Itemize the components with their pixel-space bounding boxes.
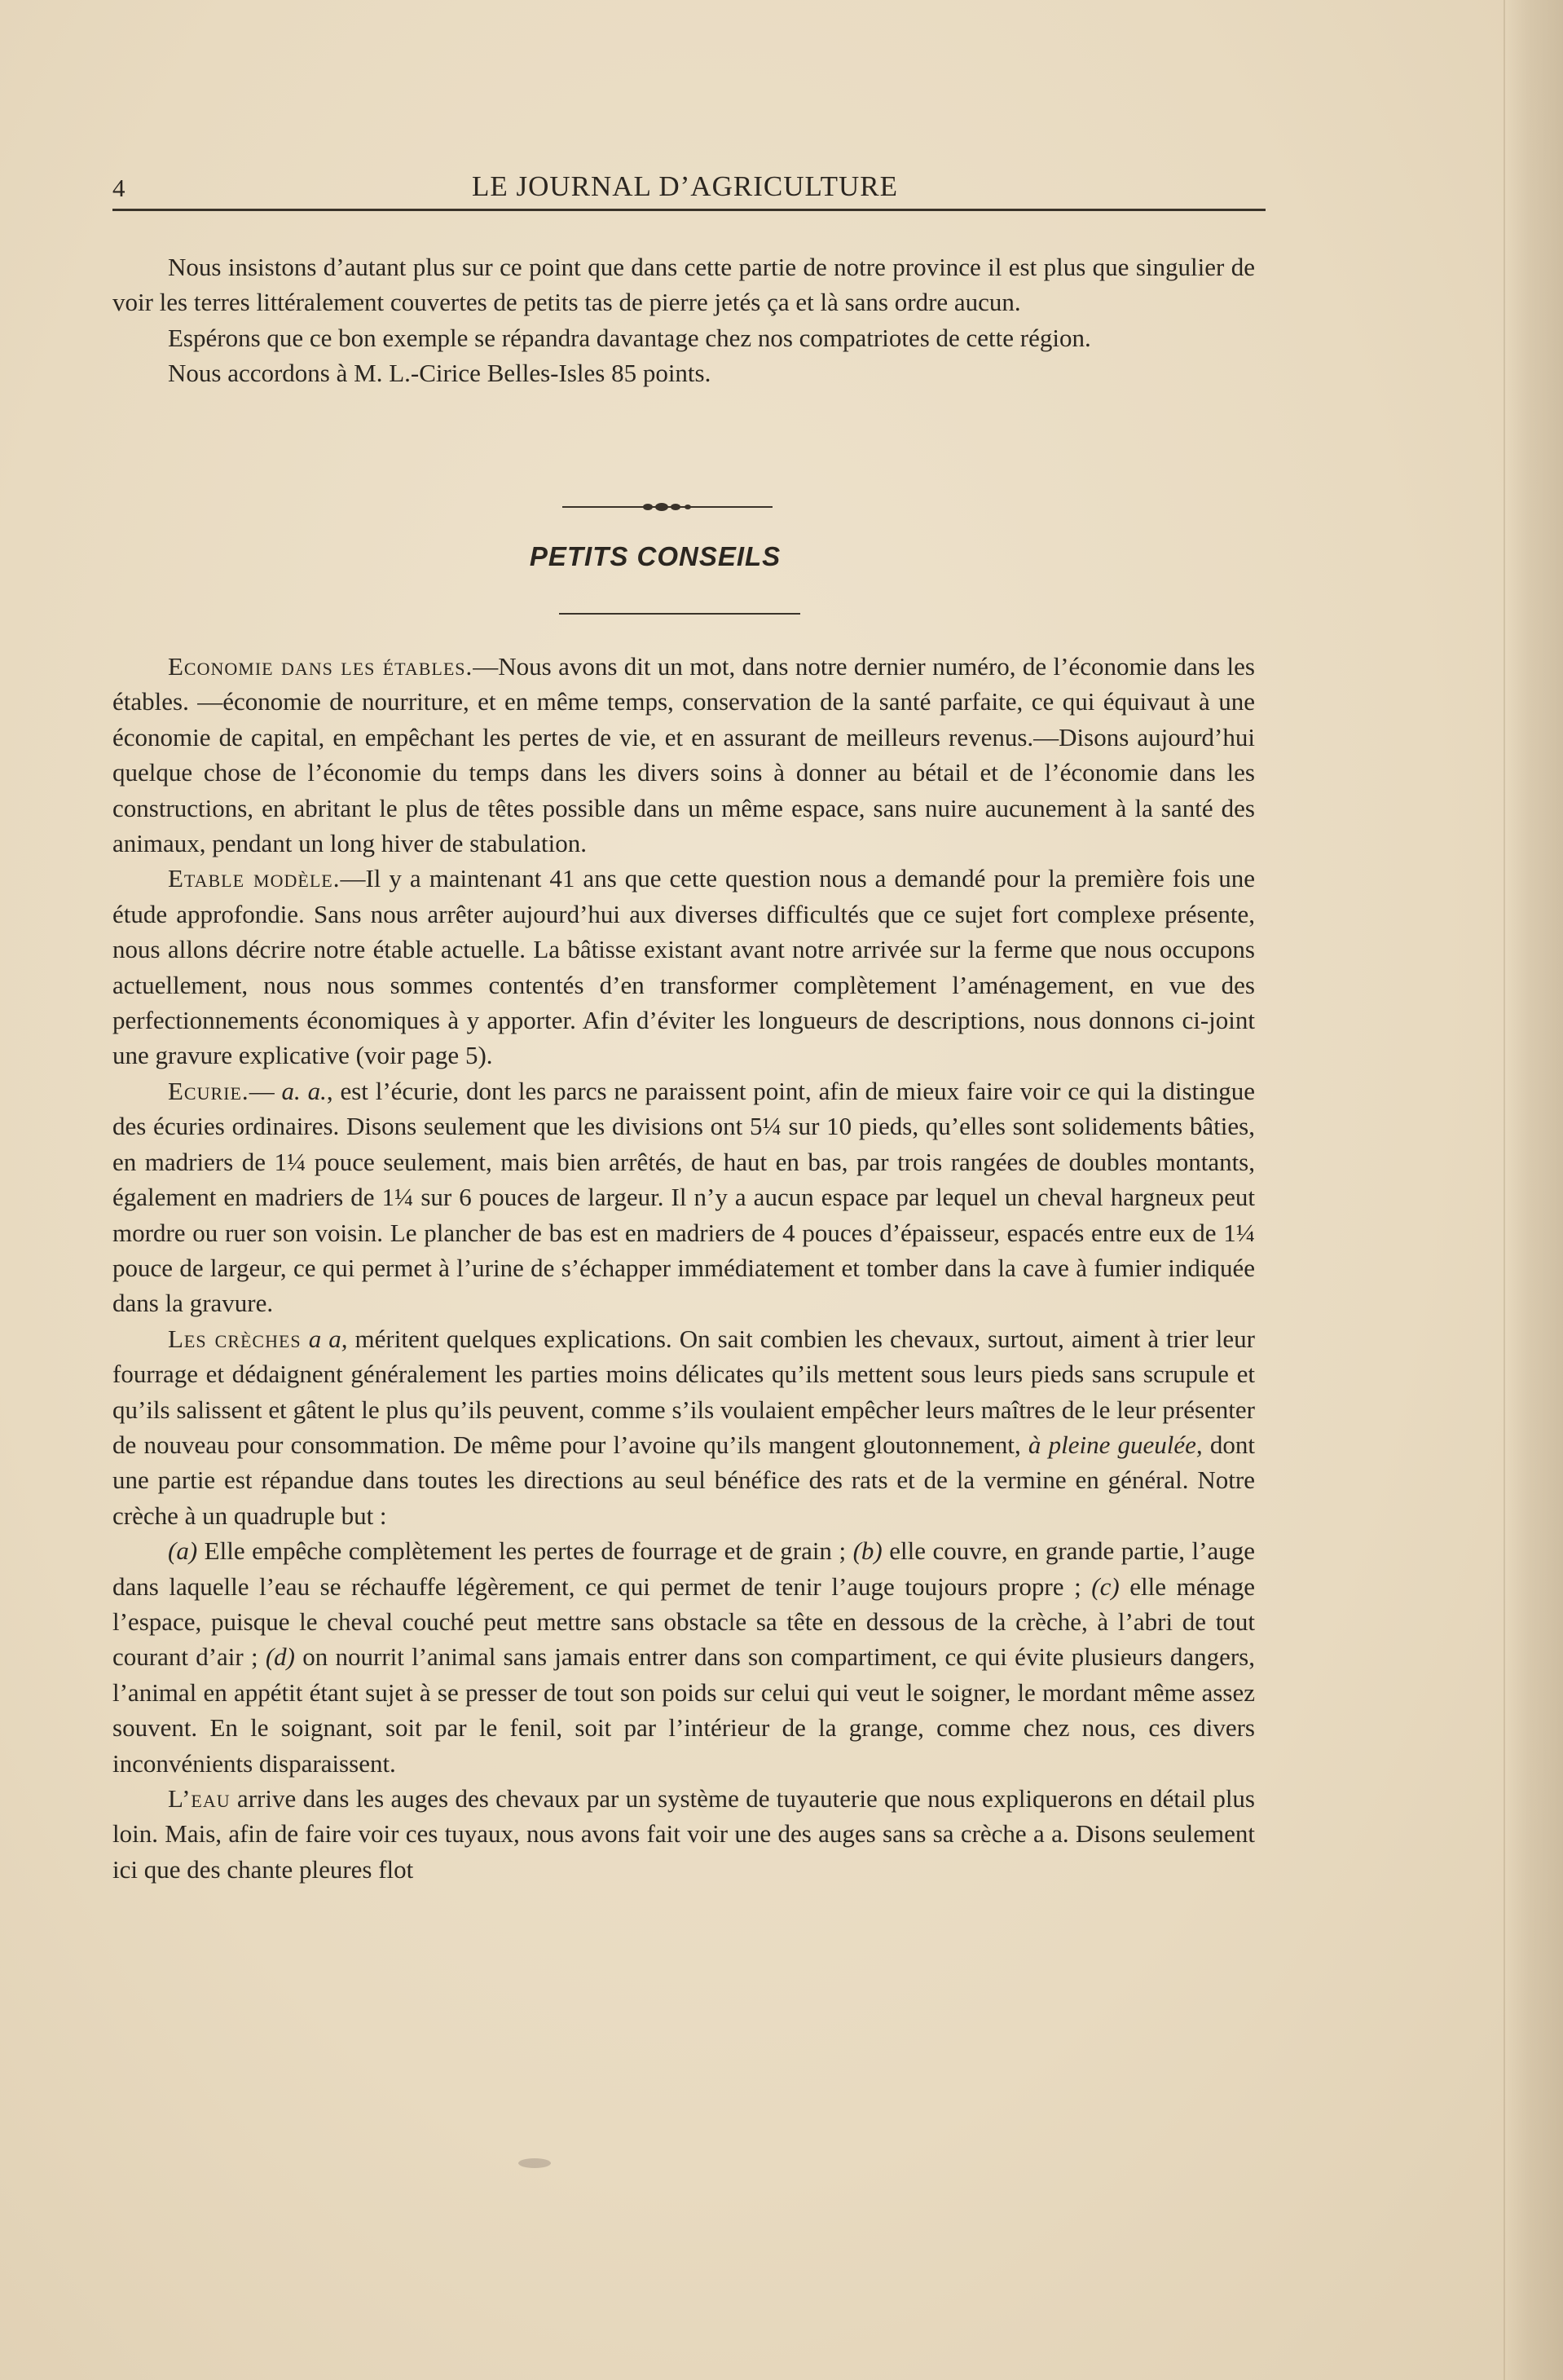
text-creches-1: méritent quelques explications. On sait combien les chevaux, surtout, aiment à trier leur fourrage et dédaignent généralement les parties moins délicates qu’ils mettent sous leurs pieds sans scrupule et qu’ils salissent et gâtent le plus qu’ils peuvent, comme s’ils voulaient empêcher leurs maîtres de le leur présenter de nouveau pour consommation. De même pour l’avoine qu’ils mangent gloutonnement, [112,1324,1256,1459]
text-ecurie: , est l’écurie, dont les parcs ne paraissent point, afin de mieux faire voir ce qui la distingue des écuries ordinaires. Disons seulement que les divisions ont 5¼ sur 10 pieds, qu’elles sont solidements bâties, en madriers de 1¼ pouce seulement, mais bien arrêtés, de haut en bas, par trois rangées de doubles montants, également en madriers de 1¼ sur 6 pouces de largeur. Il n’y a aucun espace par lequel un cheval hargneux peut mordre ou ruer son voisin. Le plancher de bas est en madriers de 4 pouces d’épaisseur, espacés entre eux de 1¼ pouce de largeur, ce qui permet à l’urine de s’échapper immédiatement et tomber dans la cave à fumier indiquée dans la gravure. [112,1076,1256,1318]
text-eau: arrive dans les auges des chevaux par un système de tuyauterie que nous expliquerons en détail plus loin. Mais, afin de faire voir ces tuyaux, nous avons fait voir une des auges sans sa crèche a a. Disons seulement ici que des chante pleures flot [112,1784,1255,1884]
page-edge-shadow [1506,0,1563,2380]
label-but-a: (a) [168,1536,198,1566]
label-but-d: (d) [265,1642,295,1672]
text-but-d: on nourrit l’animal sans jamais entrer dans son compartiment, ce qui évite plusieurs dangers, l’animal en appétit étant sujet à se presser de tout son poids sur celui qui veut le soigner, le mordant même assez souvent. En le soignant, soit par le fenil, soit par l’intérieur de la grange, comme chez nous, ces divers inconvénients disparaissent. [112,1642,1255,1778]
heading-eau: L’eau [168,1784,231,1813]
ref-creches: a a, [308,1324,348,1353]
text-but-c: elle ménage l’espace, puisque le cheval couché peut mettre sans obstacle sa tête en dessous de la crèche, à l’abri de tout courant d’air ; [112,1571,1255,1672]
intro-text [112,249,1255,391]
running-title: LE JOURNAL D’AGRICULTURE [471,170,899,202]
paragraph-economie [112,649,1255,861]
paragraph-buts [112,1533,1255,1781]
paragraph-eau [112,1781,1255,1887]
text-creches-2: dont une partie est répandue dans toutes les directions au seul bénéfice des rats et de la vermine en général. Notre crèche à un quadruple but : [112,1430,1255,1530]
heading-etable: Etable modèle. [168,864,341,893]
main-text [112,649,1255,1887]
heading-creches: Les crèches [168,1324,302,1353]
paragraph-etable [112,861,1255,1073]
label-but-b: (b) [852,1536,883,1566]
heading-economie: Economie dans les étables. [168,652,473,681]
ref-ecurie: a. a. [281,1076,327,1105]
text-but-a: Elle empêche complètement les pertes de fourrage et de grain ; [197,1536,853,1566]
intro-paragraph-2: Espérons que ce bon exemple se répandra davantage chez nos compatriotes de cette région. [168,323,1091,352]
label-but-c: (c) [1091,1571,1120,1601]
text-etable: —Il y a maintenant 41 ans que cette question nous a demandé pour la première fois une étude approfondie. Sans nous arrêter aujourd’hui aux diverses difficultés que ce sujet fort complexe présente, nous allons décrire notre étable actuelle. La bâtisse existant avant notre arrivée sur la ferme que nous occupons actuellement, nous nous sommes contentés d’en transformer complètement l’aménagement, en vue des perfectionnements économiques à y apporter. Afin d’éviter les longueurs de descriptions, nous donnons ci-joint une gravure explicative (voir page 5). [112,864,1255,1070]
heading-ecurie: Ecurie. [168,1076,249,1105]
paragraph-ecurie: Ecurie.— a. a., est l’écurie, dont les parcs ne paraissent point, afin de mieux faire voir ce qui la distingue des écuries ordinaires. Disons seulement que les divisions ont 5¼ sur 10 pieds, qu’elles sont solidements bâties, en madriers de 1¼ pouce seulement, mais bien arrêtés, de haut en bas, par trois rangées de doubles montants, également en madriers de 1¼ sur 6 pouces de largeur. Il n’y a aucun espace par lequel un cheval hargneux peut mordre ou ruer son voisin. Le plancher de bas est en madriers de 4 pouces d’épaisseur, espacés entre eux de 1¼ pouce de largeur, ce qui permet à l’urine de s’échapper immédiatement et tomber dans la cave à fumier indiquée dans la gravure. [112,1076,1256,1318]
page-fold-line [1504,0,1505,2380]
text-creches-italic: à pleine gueulée, [1028,1430,1203,1459]
intro-paragraph-3: Nous accordons à M. L.-Cirice Belles-Isles 85 points. [168,359,711,388]
paragraph-creches [112,1321,1255,1533]
ornament-divider [562,499,773,515]
ink-smudge [518,2158,551,2168]
intro-paragraph-1: Nous insistons d’autant plus sur ce point que dans cette partie de notre province il est plus que singulier de voir les terres littéralement couvertes de petits tas de pierre jetés ça et là sans ordre aucun. [112,253,1255,317]
header-rule [112,209,1266,211]
section-title-underline [559,613,800,615]
page-number: 4 [112,174,125,202]
section-title: PETITS CONSEILS [529,541,782,571]
text-but-b: elle couvre, en grande partie, l’auge dans laquelle l’eau se réchauffe légèrement, ce qui permet de tenir l’auge toujours propre ; [112,1536,1255,1601]
text-economie: —Nous avons dit un mot, dans notre dernier numéro, de l’économie dans les étables. —économie de nourriture, et en même temps, conservation de la santé parfaite, ce qui équivaut à une économie de capital, en empêchant les pertes de vie, et en assurant de meilleurs revenus.—Disons aujourd’hui quelque chose de l’économie du temps dans les divers soins à donner au bétail et de l’économie dans les constructions, en abritant le plus de têtes possible dans un même espace, sans nuire aucunement à la santé des animaux, pendant un long hiver de stabulation. [112,652,1255,858]
